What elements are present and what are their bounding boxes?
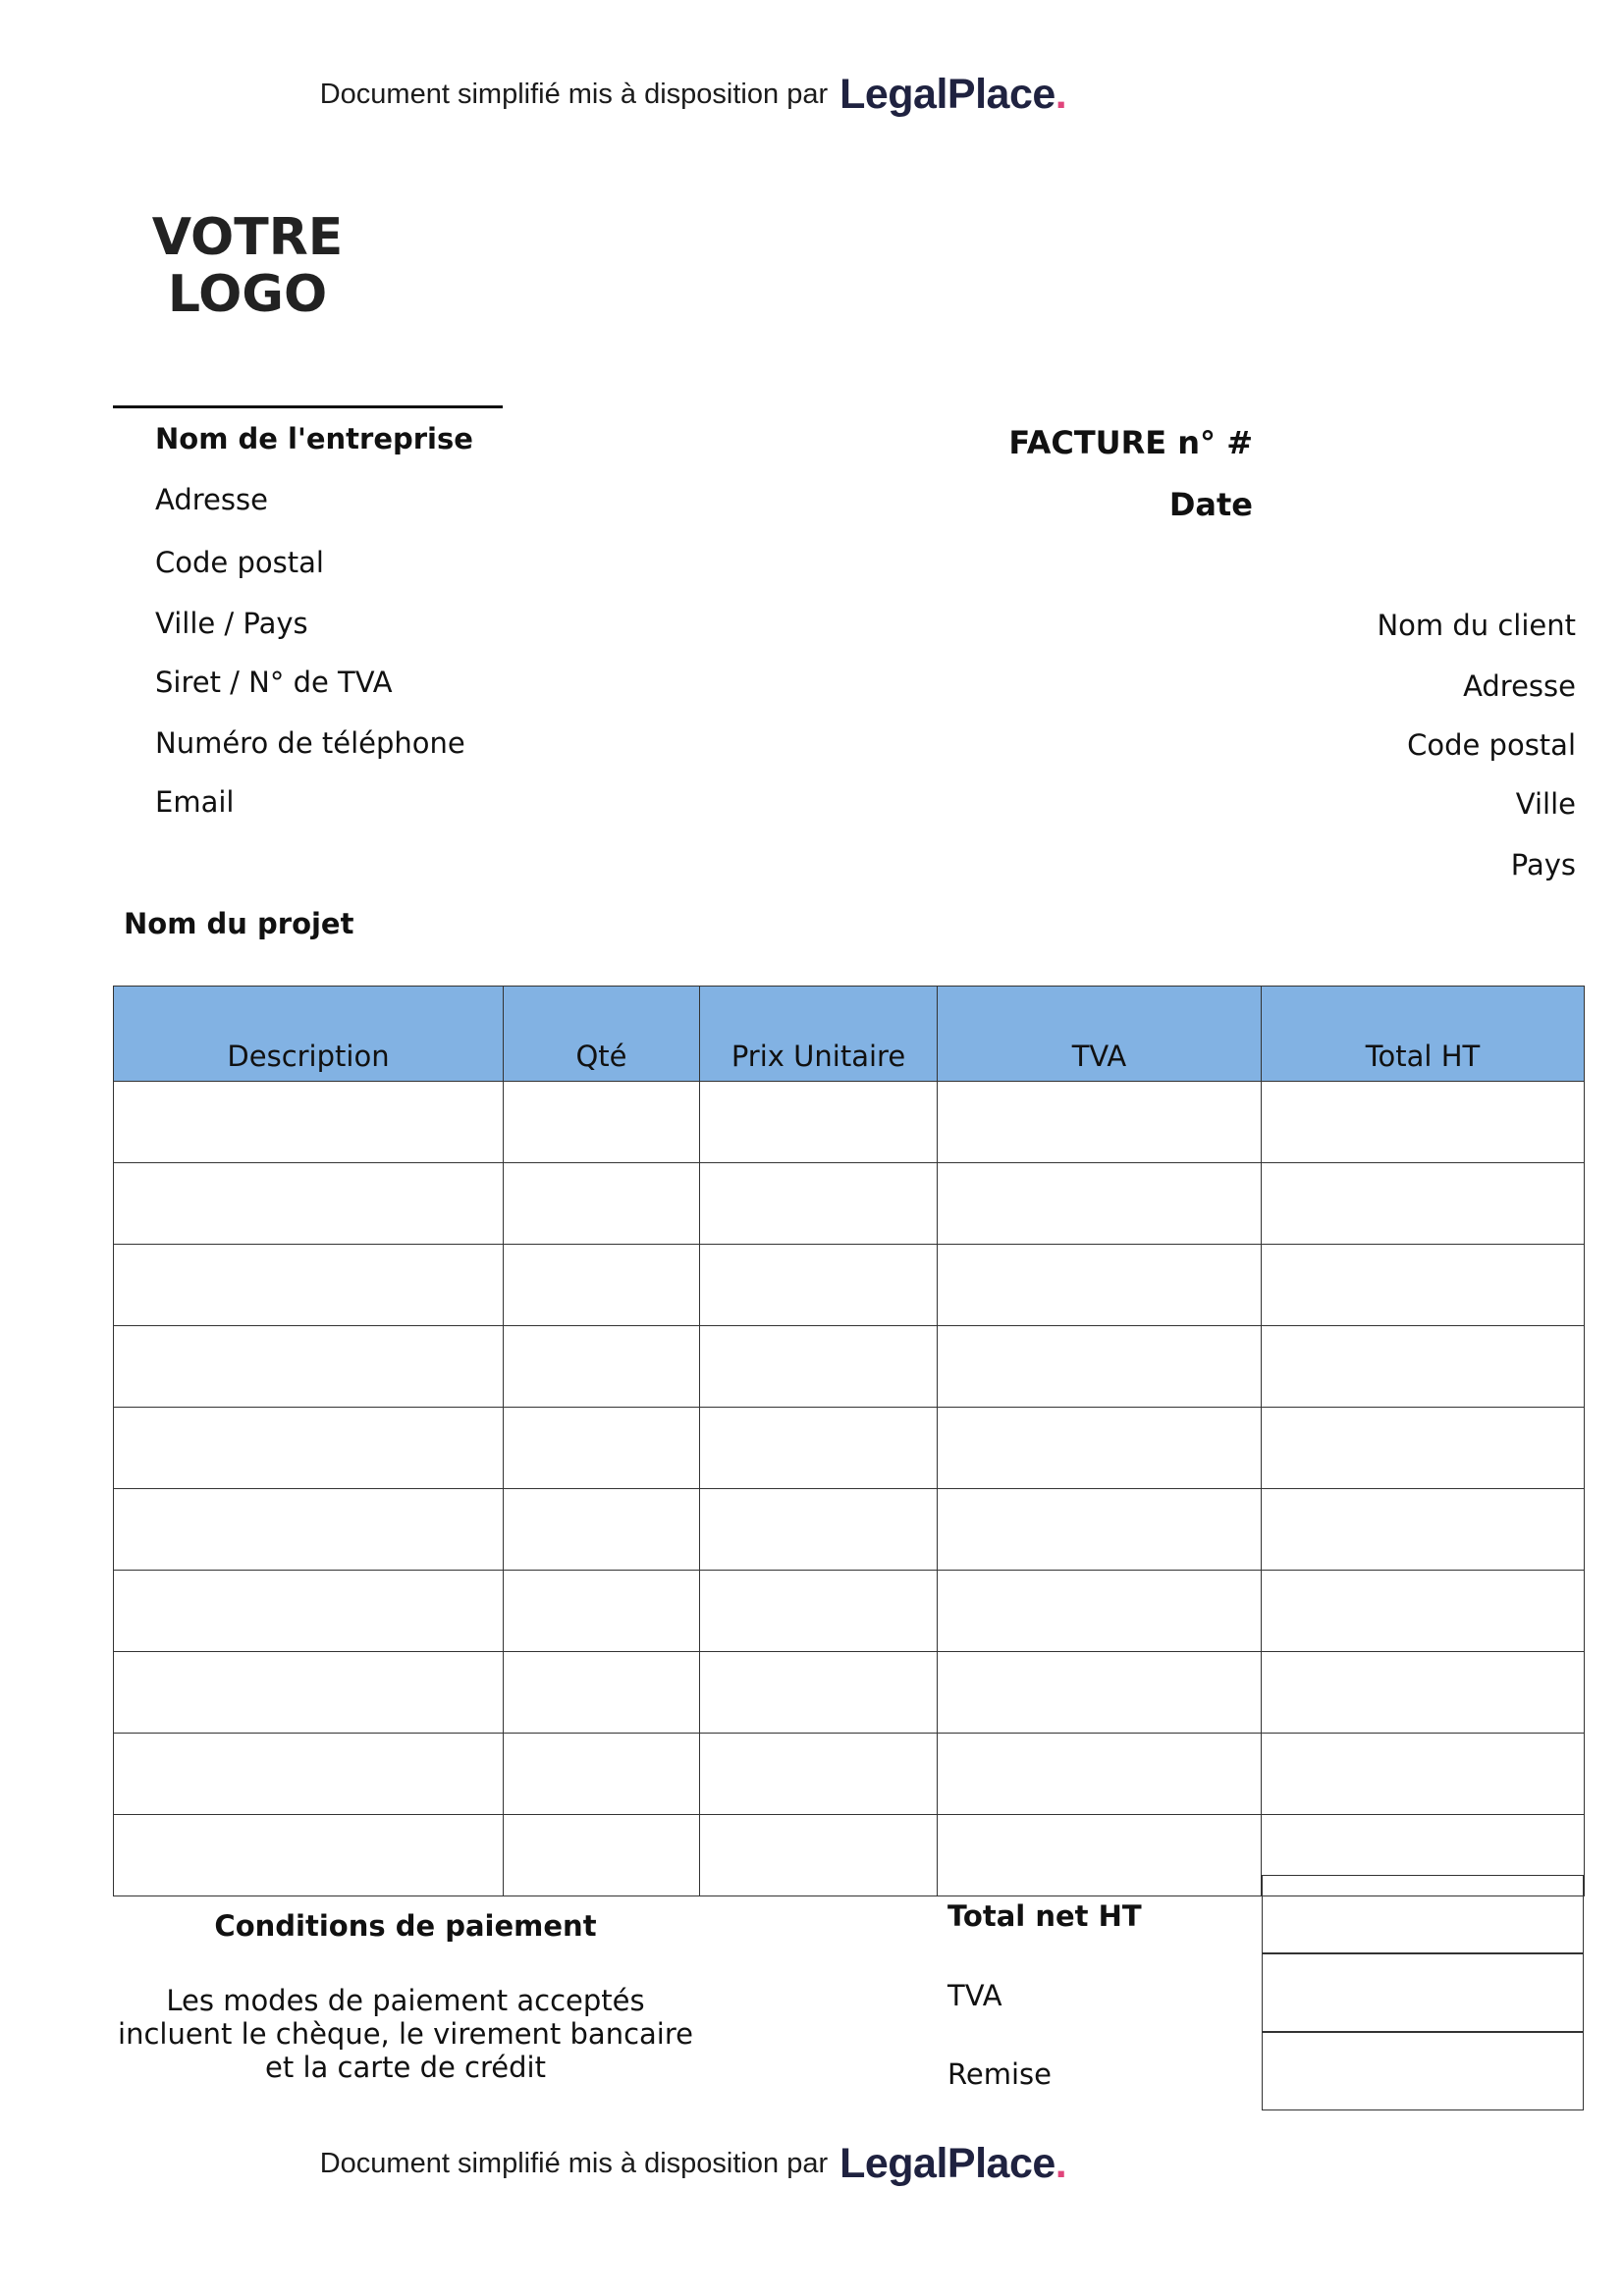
cell-qty[interactable] <box>504 1652 700 1734</box>
cell-qty[interactable] <box>504 1734 700 1815</box>
cell-total-ht[interactable] <box>1262 1571 1585 1652</box>
cell-qty[interactable] <box>504 1326 700 1408</box>
invoice-date: Date <box>1168 486 1253 523</box>
payment-conditions-text <box>113 1984 698 2084</box>
cell-unit-price[interactable] <box>700 1815 938 1896</box>
cell-qty[interactable] <box>504 1571 700 1652</box>
total-tva-label: TVA <box>947 1979 1002 2012</box>
cell-description[interactable] <box>114 1163 504 1245</box>
cell-unit-price[interactable] <box>700 1408 938 1489</box>
company-city-country: Ville / Pays <box>155 607 308 640</box>
cell-tva[interactable] <box>938 1408 1262 1489</box>
cell-unit-price[interactable] <box>700 1652 938 1734</box>
col-header-description: Description <box>114 987 504 1082</box>
table-header-row <box>114 987 1585 1082</box>
client-country: Pays <box>1510 848 1576 881</box>
invoice-items-table <box>113 986 1585 1896</box>
col-header-unit-price: Prix Unitaire <box>700 987 938 1082</box>
cell-unit-price[interactable] <box>700 1489 938 1571</box>
cell-unit-price[interactable] <box>700 1245 938 1326</box>
cell-total-ht[interactable] <box>1262 1652 1585 1734</box>
total-net-ht-value[interactable] <box>1262 1875 1584 1953</box>
cell-total-ht[interactable] <box>1262 1163 1585 1245</box>
cell-description[interactable] <box>114 1489 504 1571</box>
total-discount-label: Remise <box>947 2057 1052 2091</box>
bottom-banner <box>0 2140 1386 2188</box>
table-row <box>114 1326 1585 1408</box>
banner-text: Document simplifié mis à disposition par <box>319 2148 829 2179</box>
table-row <box>114 1082 1585 1163</box>
cell-tva[interactable] <box>938 1815 1262 1896</box>
logo-line-1: VOTRE <box>151 208 344 267</box>
total-tva-value[interactable] <box>1262 1953 1584 2032</box>
cell-unit-price[interactable] <box>700 1163 938 1245</box>
table-row <box>114 1163 1585 1245</box>
cell-qty[interactable] <box>504 1163 700 1245</box>
company-email: Email <box>155 785 235 819</box>
cell-tva[interactable] <box>938 1571 1262 1652</box>
table-row <box>114 1408 1585 1489</box>
cell-total-ht[interactable] <box>1262 1082 1585 1163</box>
banner-text: Document simplifié mis à disposition par <box>319 79 829 110</box>
cell-description[interactable] <box>114 1326 504 1408</box>
cell-unit-price[interactable] <box>700 1082 938 1163</box>
cell-description[interactable] <box>114 1571 504 1652</box>
logo-line-2: LOGO <box>167 265 328 324</box>
cell-description[interactable] <box>114 1245 504 1326</box>
cell-qty[interactable] <box>504 1245 700 1326</box>
table-body <box>114 1082 1585 1896</box>
payment-text-line: et la carte de crédit <box>265 2051 546 2084</box>
table-row <box>114 1489 1585 1571</box>
project-name-label: Nom du projet <box>124 907 354 940</box>
company-postal-code: Code postal <box>155 546 324 579</box>
client-name: Nom du client <box>1377 609 1576 642</box>
company-name: Nom de l'entreprise <box>155 422 473 455</box>
table-row <box>114 1734 1585 1815</box>
cell-qty[interactable] <box>504 1489 700 1571</box>
table-row <box>114 1571 1585 1652</box>
cell-total-ht[interactable] <box>1262 1326 1585 1408</box>
cell-total-ht[interactable] <box>1262 1734 1585 1815</box>
cell-description[interactable] <box>114 1408 504 1489</box>
payment-conditions-title: Conditions de paiement <box>214 1909 597 1943</box>
cell-total-ht[interactable] <box>1262 1489 1585 1571</box>
cell-description[interactable] <box>114 1652 504 1734</box>
cell-tva[interactable] <box>938 1163 1262 1245</box>
col-header-tva: TVA <box>938 987 1262 1082</box>
company-address: Adresse <box>155 483 268 516</box>
cell-unit-price[interactable] <box>700 1571 938 1652</box>
client-city: Ville <box>1515 787 1576 821</box>
col-header-total-ht: Total HT <box>1262 987 1585 1082</box>
company-phone: Numéro de téléphone <box>155 726 465 760</box>
client-address: Adresse <box>1463 669 1576 703</box>
top-banner <box>0 71 1386 119</box>
cell-qty[interactable] <box>504 1082 700 1163</box>
total-net-ht-label: Total net HT <box>947 1899 1142 1933</box>
cell-description[interactable] <box>114 1734 504 1815</box>
cell-tva[interactable] <box>938 1734 1262 1815</box>
table-row <box>114 1245 1585 1326</box>
total-discount-value[interactable] <box>1262 2032 1584 2110</box>
cell-tva[interactable] <box>938 1489 1262 1571</box>
logo-placeholder <box>130 208 365 324</box>
payment-text-line: incluent le chèque, le virement bancaire <box>118 2017 693 2051</box>
cell-unit-price[interactable] <box>700 1326 938 1408</box>
legalplace-logo: LegalPlace. <box>839 71 1067 118</box>
cell-qty[interactable] <box>504 1408 700 1489</box>
cell-tva[interactable] <box>938 1652 1262 1734</box>
payment-text-line: Les modes de paiement acceptés <box>166 1984 645 2017</box>
cell-total-ht[interactable] <box>1262 1408 1585 1489</box>
company-siret: Siret / N° de TVA <box>155 666 393 699</box>
cell-total-ht[interactable] <box>1262 1245 1585 1326</box>
invoice-title: FACTURE n° # <box>1008 424 1253 461</box>
cell-tva[interactable] <box>938 1326 1262 1408</box>
legalplace-logo: LegalPlace. <box>839 2140 1067 2187</box>
table-row <box>114 1652 1585 1734</box>
cell-description[interactable] <box>114 1082 504 1163</box>
cell-description[interactable] <box>114 1815 504 1896</box>
col-header-qty: Qté <box>504 987 700 1082</box>
cell-qty[interactable] <box>504 1815 700 1896</box>
cell-unit-price[interactable] <box>700 1734 938 1815</box>
cell-tva[interactable] <box>938 1082 1262 1163</box>
cell-tva[interactable] <box>938 1245 1262 1326</box>
logo-divider <box>113 405 503 408</box>
client-postal-code: Code postal <box>1407 728 1576 762</box>
